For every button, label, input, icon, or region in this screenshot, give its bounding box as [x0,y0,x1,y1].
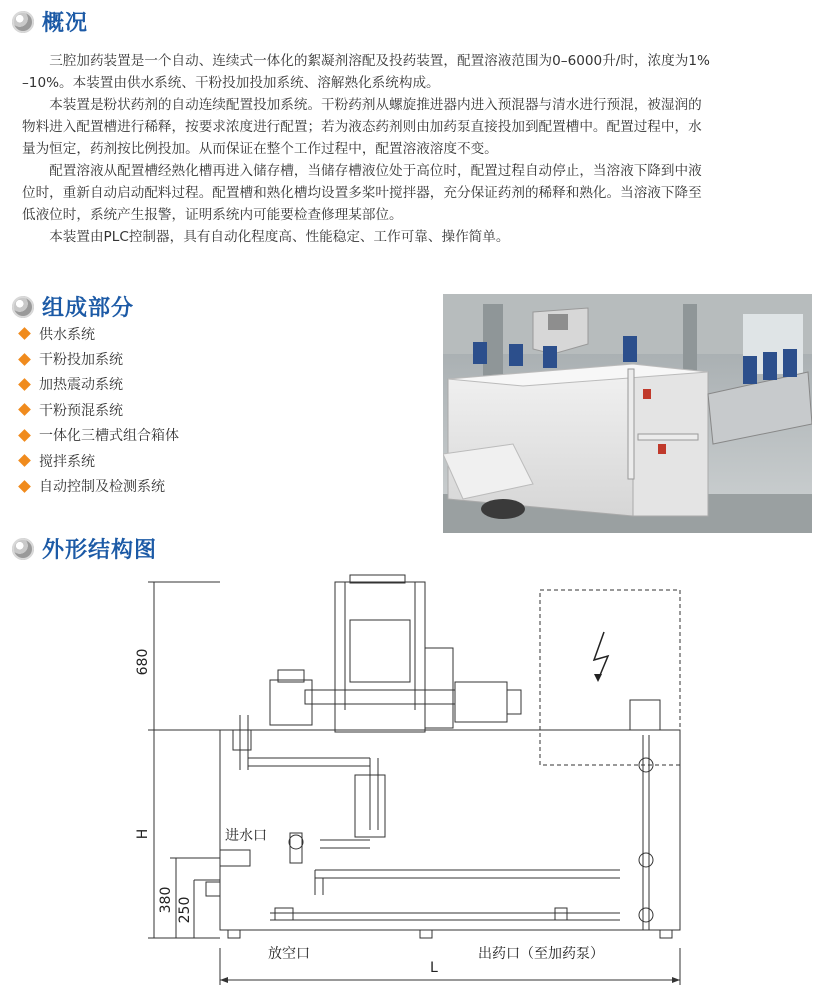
overview-p1-l2: –10%。本装置由供水系统、干粉投加投加系统、溶解熟化系统构成。 [22,75,440,91]
diamond-bullet-icon [18,454,31,467]
overview-p3-l1: 配置溶液从配置槽经熟化槽再进入储存槽，当储存槽液位处于高位时，配置过程自动停止，当溶液下降到中液 [49,163,702,179]
lightning-icon [594,632,608,682]
circle-bullet-icon [12,538,34,560]
list-item: 搅拌系统 [14,448,414,473]
overview-p3-l3: 低液位时，系统产生报警，证明系统内可能要检查修理某部位。 [22,207,403,223]
list-item: 加热震动系统 [14,372,414,397]
dim-label-380: 380 [158,886,174,914]
diamond-bullet-icon [18,353,31,366]
list-item: 一体化三槽式组合箱体 [14,423,414,448]
circle-bullet-icon [12,296,34,318]
section-header-components [12,291,134,322]
section-title-components: 组成部分 [42,296,135,321]
overview-p2-l2: 物料进入配置槽进行稀释，按要求浓度进行配置；若为液态药剂则由加药泵直接投加到配置槽中。配置过程中，水 [22,119,702,135]
diamond-bullet-icon [18,327,31,340]
diamond-bullet-icon [18,378,31,391]
structure-diagram [120,570,820,985]
overview-p3-l2: 位时，重新自动启动配料过程。配置槽和熟化槽均设置多桨叶搅拌器，充分保证药剂的稀释和熟化。当溶液下降至 [22,185,702,201]
diamond-bullet-icon [18,403,31,416]
diamond-bullet-icon [18,480,31,493]
overview-p4-l1: 本装置由PLC控制器，具有自动化程度高、性能稳定、工作可靠、操作简单。 [49,229,510,245]
dim-label-250: 250 [177,896,193,924]
drain-label: 放空口 [268,946,310,962]
dim-label-l: L [430,960,438,976]
list-item: 干粉预混系统 [14,397,414,422]
overview-p2-l1: 本装置是粉状药剂的自动连续配置投加系统。干粉药剂从螺旋推进器内进入预混器与清水进行预混，被湿润的 [49,97,702,113]
dim-label-h: H [135,828,151,840]
components-list [14,321,414,499]
section-header-overview [12,6,88,37]
overview-text [22,50,812,248]
dim-label-680: 680 [135,648,151,676]
section-header-structure [12,533,157,564]
equipment-photo [443,294,812,533]
list-item: 供水系统 [14,321,414,346]
section-title-structure: 外形结构图 [42,538,158,563]
overview-p1-l1: 三腔加药装置是一个自动、连续式一体化的絮凝剂溶配及投药装置，配置溶液范围为0–6000升/时，浓度为1% [49,53,710,69]
overview-p2-l3: 量为恒定，药剂按比例投加。从而保证在整个工作过程中，配置溶液溶度不变。 [22,141,498,157]
list-item: 自动控制及检测系统 [14,473,414,498]
list-item: 干粉投加系统 [14,346,414,371]
equipment-photo-illustration [443,294,812,533]
inlet-label: 进水口 [225,828,267,844]
section-title-overview: 概况 [42,11,89,36]
diamond-bullet-icon [18,429,31,442]
circle-bullet-icon [12,11,34,33]
outlet-label: 出药口（至加药泵） [478,946,604,962]
